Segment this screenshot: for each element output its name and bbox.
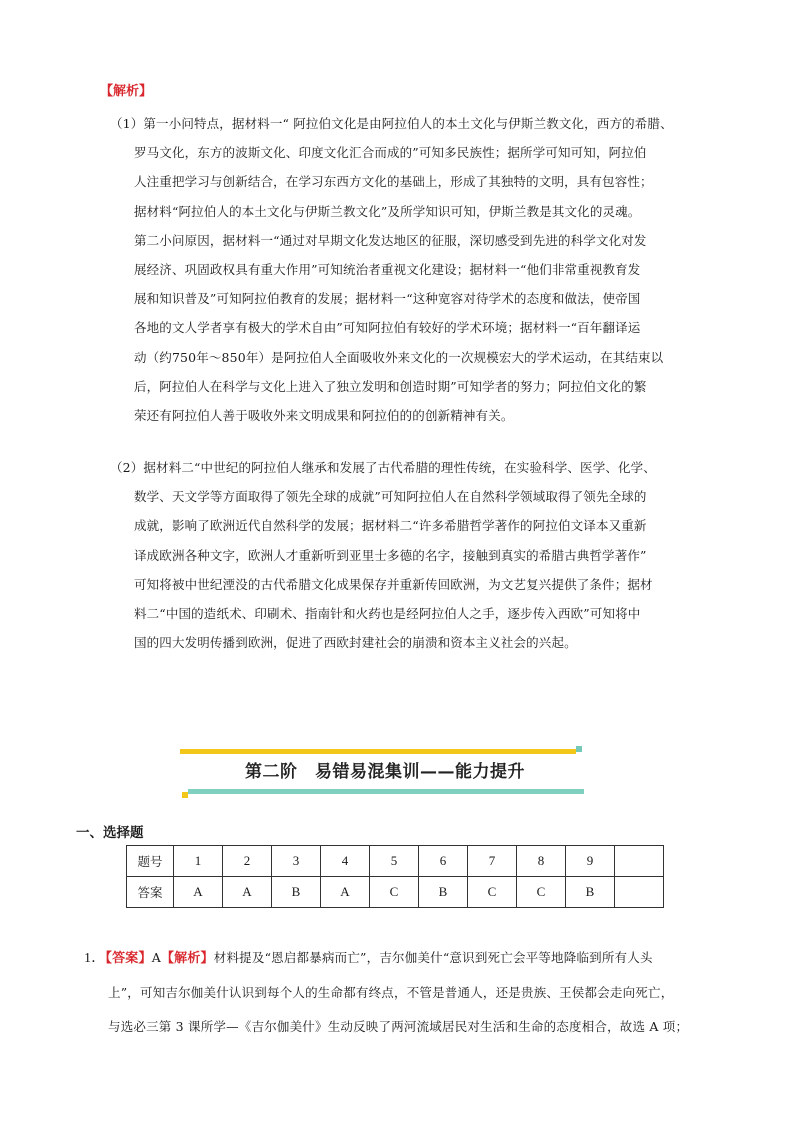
text-line: 人注重把学习与创新结合，在学习东西方文化的基础上，形成了其独特的文明，具有包容性； (134, 174, 653, 190)
question-number-cell: 9 (566, 846, 615, 877)
text-line: 可知将被中世纪湮没的古代希腊文化成果保存并重新传回欧洲，为文艺复兴提供了条件；据材 (134, 576, 653, 592)
answer-tag: 【答案】 (105, 951, 152, 966)
question-number-cell: 8 (517, 846, 566, 877)
text-line: 与选必三第 3 课所学—《吉尔伽美什》生动反映了两河流域居民对生活和生命的态度相合，故选 A 项； (108, 1019, 689, 1034)
question-number-cell: 2 (223, 846, 272, 877)
banner-title: 第二阶 易错易混集训——能力提升 (245, 762, 525, 782)
text-line: （1）第一小问特点，据材料一“ 阿拉伯文化是由阿拉伯人的本土文化与伊斯兰教文化，西方的希腊、 (110, 116, 673, 131)
question-number-cell: 6 (419, 846, 468, 877)
table-row (127, 877, 664, 908)
question-number: 1． (84, 951, 106, 966)
banner-top-accent (576, 746, 582, 752)
text-line: 展经济、巩固政权具有重大作用”可知统治者重视文化建设；据材料一“他们非常重视教育发 (134, 262, 641, 278)
text-line: 后，阿拉伯人在科学与文化上进入了独立发明和创造时期”可知学者的努力；阿拉伯文化的繁 (134, 378, 647, 394)
answer-cell: A (174, 877, 223, 908)
banner-bottom-accent (182, 792, 188, 798)
answer-table (126, 845, 664, 908)
answer-cell (615, 877, 664, 908)
analysis-tag: 【解析】 (160, 951, 214, 966)
question-number-cell (615, 846, 664, 877)
text-line: 成就，影响了欧洲近代自然科学的发展；据材料二“许多希腊哲学著作的阿拉伯文译本又重新 (134, 518, 647, 534)
answer-cell: C (370, 877, 419, 908)
text-line (84, 941, 734, 976)
analysis-heading: 【解析】 (100, 84, 153, 99)
text-line: 译成欧洲各种文字，欧洲人才重新听到亚里士多德的名字，接触到真实的希腊古典哲学著作” (134, 547, 647, 563)
banner-bottom-bar (188, 789, 584, 794)
analysis-part-1 (110, 109, 740, 430)
row-label: 题号 (127, 846, 174, 877)
text-line: 罗马文化，东方的波斯文化、印度文化汇合而成的”可知多民族性；据所学可知可知，阿拉伯 (134, 145, 647, 161)
text-line: 各地的文人学者享有极大的学术自由”可知阿拉伯有较好的学术环境；据材料一“百年翻译运 (134, 320, 641, 336)
text-line: 展和知识普及”可知阿拉伯教育的发展；据材料一“这种宽容对待学术的态度和做法，使帝国 (134, 291, 641, 307)
answer-cell: B (419, 877, 468, 908)
explanation-text: 材料提及“恩启都暴病而亡”，吉尔伽美什“意识到死亡会平等地降临到所有人头 (213, 950, 653, 965)
row-label: 答案 (127, 877, 174, 908)
text-line: （2）据材料二“中世纪的阿拉伯人继承和发展了古代希腊的理性传统，在实验科学、医学、化学、 (110, 460, 656, 475)
answer-cell: A (321, 877, 370, 908)
text-line: 国的四大发明传播到欧洲，促进了西欧封建社会的崩溃和资本主义社会的兴起。 (134, 635, 577, 651)
text-line: 料二“中国的造纸术、印刷术、指南针和火药也是经阿拉伯人之手，逐步传入西欧”可知将中 (134, 606, 641, 622)
answer-cell: C (468, 877, 517, 908)
question-number-cell: 4 (321, 846, 370, 877)
answer-cell: C (517, 877, 566, 908)
answer-cell: B (272, 877, 321, 908)
text-line: 动（约750年～850年）是阿拉伯人全面吸收外来文化的一次规模宏大的学术运动，在其结束以 (134, 349, 664, 365)
question-number-cell: 5 (370, 846, 419, 877)
table-row (127, 846, 664, 877)
question-1-explanation (84, 941, 734, 1044)
section-heading: 一、选择题 (76, 825, 144, 841)
banner-top-bar (180, 749, 576, 754)
section-banner (180, 743, 590, 803)
question-number-cell: 3 (272, 846, 321, 877)
question-number-cell: 7 (468, 846, 517, 877)
answer-cell: B (566, 877, 615, 908)
analysis-part-2 (110, 453, 740, 657)
text-line: 荣还有阿拉伯人善于吸收外来文明成果和阿拉伯的的创新精神有关。 (134, 408, 514, 424)
text-line: 据材料“阿拉伯人的本土文化与伊斯兰教文化”及所学知识可知，伊斯兰教是其文化的灵魂。 (134, 203, 641, 219)
answer-cell: A (223, 877, 272, 908)
text-line: 上”，可知吉尔伽美什认识到每个人的生命都有终点，不管是普通人，还是贵族、王侯都会走向死亡， (108, 985, 674, 1000)
question-number-cell: 1 (174, 846, 223, 877)
answer-value: A (151, 950, 161, 965)
text-line: 第二小问原因，据材料一“通过对早期文化发达地区的征服，深切感受到先进的科学文化对发 (134, 232, 647, 248)
text-line: 数学、天文学等方面取得了领先全球的成就”可知阿拉伯人在自然科学领域取得了领先全球的 (134, 489, 647, 505)
